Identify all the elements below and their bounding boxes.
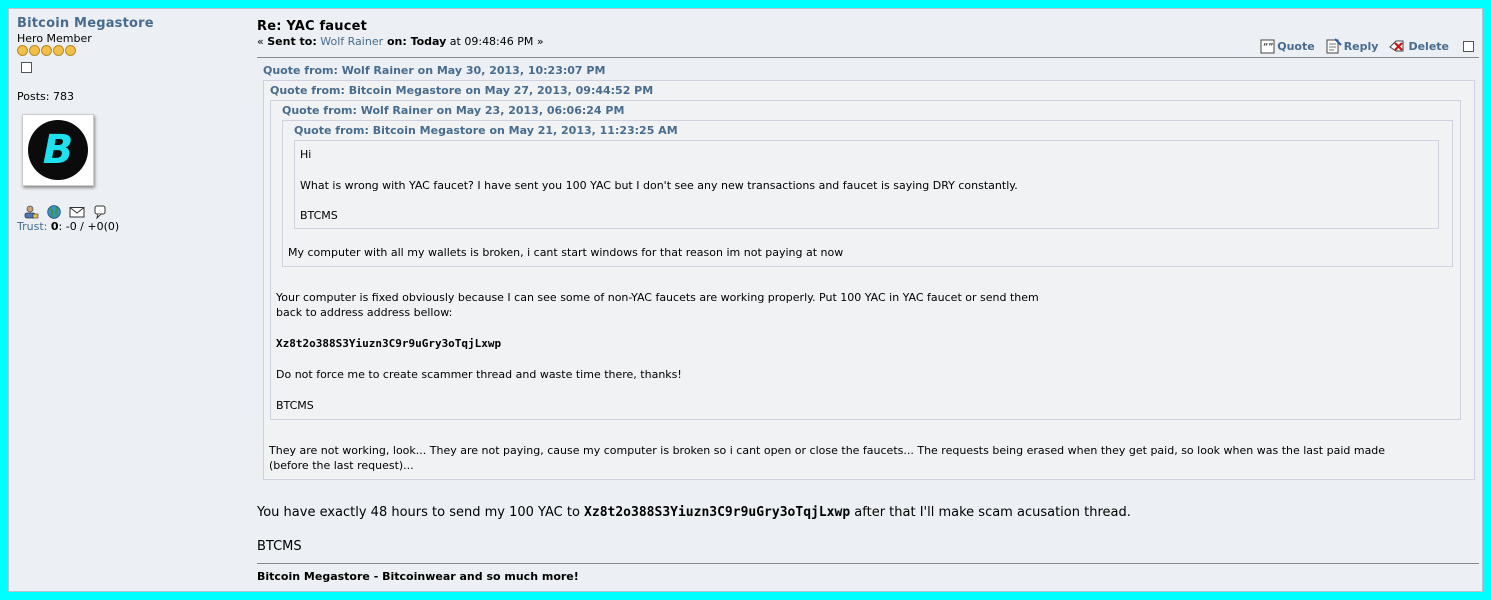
recipient-link[interactable]: Wolf Rainer: [320, 35, 384, 48]
quote-2-line-3: Do not force me to create scammer thread and waste time there, thanks!: [276, 368, 682, 381]
trust-detail: : -0 / +0(0): [58, 220, 120, 233]
sent-prefix: «: [257, 35, 268, 48]
message-before: You have exactly 48 hours to send my 100 YAC to: [257, 505, 585, 520]
quote-header-4[interactable]: Quote from: Bitcoin Megastore on May 21, 2013, 11:23:25 AM: [294, 124, 678, 137]
sent-label: Sent to:: [267, 35, 317, 48]
quote-2-line-4: BTCMS: [276, 399, 314, 412]
trust-rating: [17, 220, 247, 233]
select-checkbox[interactable]: [1463, 41, 1474, 52]
star-icon: [53, 45, 64, 56]
quote-block-3: [282, 120, 1453, 267]
avatar: [22, 114, 94, 186]
quote-3-text: My computer with all my wallets is broken, i cant start windows for that reason im not paying at now: [288, 246, 844, 259]
quote-4-line-1: Hi: [300, 148, 312, 161]
quote-header-3[interactable]: Quote from: Wolf Rainer on May 23, 2013, 06:06:24 PM: [282, 104, 625, 117]
profile-icon[interactable]: [23, 205, 39, 219]
reply-label: Reply: [1343, 39, 1379, 53]
today-label: Today: [410, 35, 447, 48]
delete-button[interactable]: [1388, 38, 1449, 54]
poster-rank: Hero Member: [17, 32, 92, 45]
quote-2-line-1: Your computer is fixed obviously because I can see some of non-YAC faucets are working properly. Put 100 YAC in YAC faucet or send them: [276, 291, 1039, 304]
message-after: after that I'll make scam acusation thread.: [850, 505, 1131, 520]
quote-2-address: Xz8t2o388S3Yiuzn3C9r9uGry3oTqjLxwp: [276, 337, 502, 350]
poster-name[interactable]: Bitcoin Megastore: [17, 16, 154, 31]
trust-link[interactable]: Trust:: [17, 220, 48, 233]
bitcoin-logo-icon: [28, 120, 88, 180]
rank-stars: [17, 45, 247, 59]
quote-2-line-2: back to address address bellow:: [276, 306, 453, 319]
signature-divider: [257, 563, 1479, 564]
quote-icon: [1260, 39, 1275, 54]
email-icon[interactable]: [69, 205, 85, 219]
post-container: [8, 8, 1483, 592]
star-icon: [29, 45, 40, 56]
quote-4-line-3: BTCMS: [300, 209, 338, 222]
post-count: Posts: 783: [17, 90, 74, 103]
offline-status-icon: [21, 62, 32, 73]
reply-button[interactable]: [1325, 38, 1379, 54]
quote-block-4: [294, 140, 1439, 229]
message-sign: BTCMS: [257, 539, 302, 554]
quote-4-line-2: What is wrong with YAC faucet? I have sent you 100 YAC but I don't see any new transactions and faucet is saying DRY constantly.: [300, 179, 1018, 192]
header-divider: [257, 57, 1479, 58]
personal-message-icon[interactable]: [92, 205, 108, 219]
quote-header-2[interactable]: Quote from: Bitcoin Megastore on May 27, 2013, 09:44:52 PM: [270, 84, 654, 97]
delete-icon: [1388, 38, 1406, 54]
quote-label: Quote: [1277, 39, 1315, 53]
signature: Bitcoin Megastore - Bitcoinwear and so much more!: [257, 570, 579, 583]
star-icon: [65, 45, 76, 56]
post-header: [257, 19, 1478, 53]
quote-1-line-1: They are not working, look... They are not paying, cause my computer is broken so i cant open or close the faucets... The requests being erased when they get paid, so look when was the last paid made: [269, 444, 1386, 457]
poster-info: [17, 16, 247, 233]
message-address: Xz8t2o388S3Yiuzn3C9r9uGry3oTqjLxwp: [584, 505, 851, 520]
svg-text:“”: “”: [1263, 41, 1274, 51]
quote-header-1[interactable]: Quote from: Wolf Rainer on May 30, 2013, 10:23:07 PM: [263, 64, 606, 77]
trust-score: 0: [50, 220, 59, 233]
quote-button[interactable]: [1260, 39, 1314, 54]
message-text: [257, 504, 1479, 521]
quote-1-line-2: (before the last request)...: [269, 459, 414, 472]
quote-block-2: [270, 100, 1461, 420]
quote-block-1: [263, 80, 1475, 480]
star-icon: [17, 45, 28, 56]
post-body: [257, 61, 1479, 555]
globe-icon[interactable]: [46, 205, 62, 219]
delete-label: Delete: [1408, 39, 1449, 53]
star-icon: [41, 45, 52, 56]
post-actions: [1260, 38, 1474, 54]
poster-icons: [23, 204, 247, 220]
post-time: at 09:48:46 PM »: [446, 35, 544, 48]
reply-icon: [1325, 38, 1342, 54]
post-subject: Re: YAC faucet: [257, 19, 368, 34]
on-label: on:: [383, 35, 411, 48]
avatar-symbol: B: [42, 127, 74, 173]
